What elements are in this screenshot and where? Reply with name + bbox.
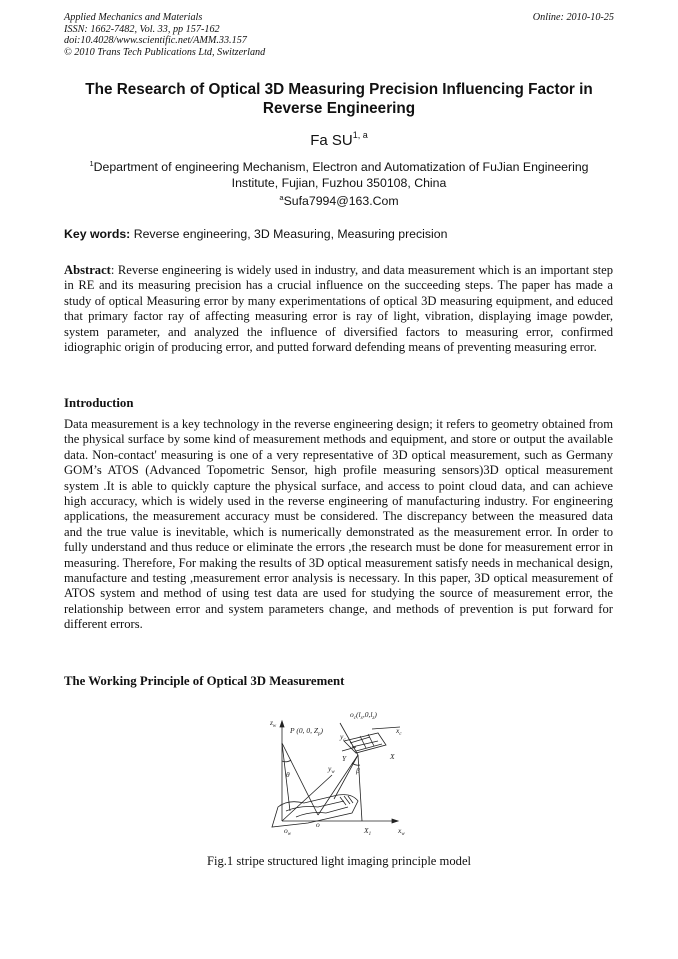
label-oc: $o_c(l_x,0,l_z)$ [350, 710, 377, 721]
image-plane-hatch [350, 737, 370, 743]
abstract-label: Abstract [64, 263, 111, 277]
email-sup: a [279, 193, 284, 202]
author-name: Fa SU [310, 132, 353, 149]
author-sup: 1, a [352, 130, 368, 140]
abstract-text: : Reverse engineering is widely used in industry, and data measurement which is an important step in RE and its measuring precision has a crucial influence on the succeeding steps. The paper has made a study of optical Measuring error by many experimentations of optical 3D measuring equipment, and educed that primary factor ray of affecting measuring error is ray of light, vibration, displaying image powder, system parameter, and analyzed the influence of diversified factors to measuring error, confirmed idiographic origin of producing error, and putted forward defending means of preventing measuring error. [64, 263, 613, 355]
xw-arrowhead [392, 819, 398, 823]
copyright-line: © 2010 Trans Tech Publications Ltd, Switzerland [64, 46, 266, 58]
label-y-upper: Y [342, 754, 347, 763]
zw-arrowhead [280, 721, 284, 727]
theta-arc [282, 760, 291, 762]
label-p-point: P (0, 0, $Z_p$) [290, 726, 323, 737]
paper-title: The Research of Optical 3D Measuring Precision Influencing Factor in Reverse Engineering [85, 81, 593, 117]
journal-header [64, 12, 265, 58]
keywords [64, 227, 447, 241]
structured-light-diagram [260, 703, 420, 843]
figure-1 [260, 703, 420, 843]
issn-line: ISSN: 1662-7482, Vol. 33, pp 157-162 [64, 23, 220, 35]
image-plane-hatch [360, 736, 366, 748]
keywords-label: Key words: [64, 227, 131, 241]
label-zw: $z_w$ [270, 718, 277, 729]
object-surface [272, 795, 358, 827]
label-ow: $o_w$ [284, 826, 292, 837]
label-yw: $y_w$ [328, 764, 335, 775]
affiliation-text: Department of engineering Mechanism, Electron and Automatization of FuJian Engineering Institute, Fujian, Fuzhou 350108, China [93, 160, 589, 190]
affiliation-sup: 1 [89, 159, 94, 168]
label-xc: $x_c$ [396, 726, 402, 737]
doi-line: doi:10.4028/www.scientific.net/AMM.33.157 [64, 35, 247, 47]
figure-caption: Fig.1 stripe structured light imaging principle model [206, 854, 472, 868]
affiliation [70, 156, 608, 191]
author-line [0, 130, 678, 149]
surface-hatch [340, 797, 346, 805]
abstract [64, 263, 613, 355]
label-xw: $x_w$ [398, 826, 405, 837]
email-address: Sufa7994@163.Com [283, 194, 399, 208]
image-plane-hatch [368, 734, 374, 746]
label-o: o [316, 820, 320, 829]
label-x-upper: X [390, 752, 395, 761]
journal-name: Applied Mechanics and Materials [64, 12, 203, 23]
working-principle-heading: The Working Principle of Optical 3D Measurement [64, 674, 345, 688]
label-theta: θ [286, 770, 290, 779]
introduction-heading: Introduction [64, 396, 134, 410]
label-beta: β [356, 766, 360, 775]
label-yc: $y_c$ [340, 732, 346, 743]
keywords-text: Reverse engineering, 3D Measuring, Measuring precision [130, 227, 448, 241]
label-x1: $X_1$ [364, 826, 372, 837]
email-line [0, 193, 678, 208]
online-date: Online: 2010-10-25 [532, 12, 614, 23]
introduction-paragraph: Data measurement is a key technology in the reverse engineering design; it refers to geometry obtained from the physical surface by some kind of measurement methods and equipment, and store or output the available data. Non-contact' measuring is one of a very representative of 3D optical measurement, such as Germany GOM’s ATOS (Advanced Topometric Sensor, high profile measuring sensors)3D optical measurement system .It is able to quickly capture the physical surface, and access to point cloud data, and can achieve high accuracy, which is widely used in the reverse engineering of manufacturing industry. For engineering applications, the measurement accuracy must be considered. The discrepancy between the measured data and the true value is inevitable, which is numerically demonstrated as the measurement error. In order to fully understand and thus reduce or eliminate the errors ,the research must be done for measurement error in measuring. Therefore, For making the results of 3D optical measurement satisfy needs in mechanical design, manufacture and testing ,measurement error analysis is necessary. In this paper, 3D optical measurement of ATOS system and method of using test data are used for studying the source of measurement error, the relationship between error and system parameters change, and methods of prevention is put forward for different errors. [64, 417, 613, 632]
